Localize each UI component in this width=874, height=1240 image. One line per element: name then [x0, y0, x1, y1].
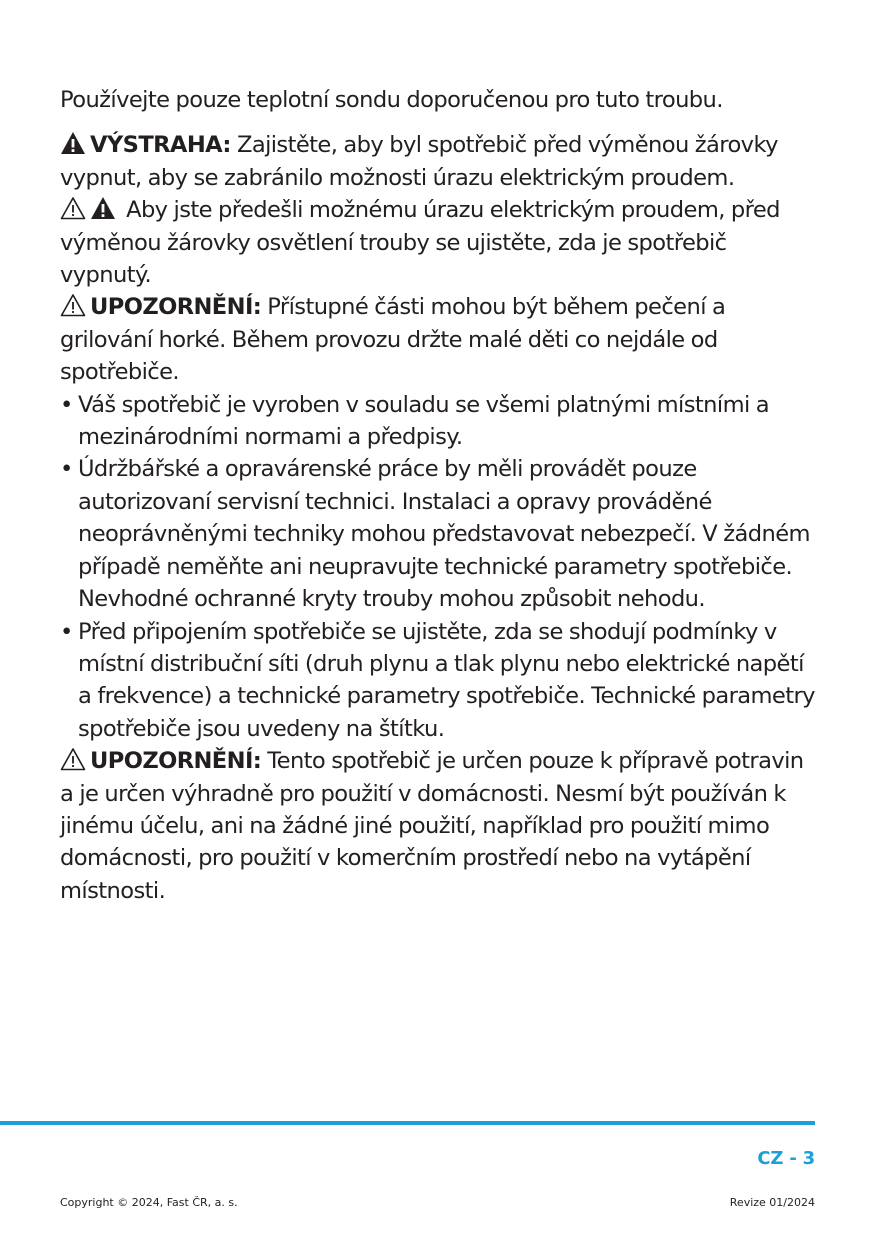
bullet-list	[60, 389, 820, 745]
caution-block-household-use	[60, 745, 820, 907]
warning-outline-icon	[60, 747, 86, 771]
document-body	[60, 84, 820, 907]
caution-text: Přístupné části mohou být během pečení a grilování horké. Během provozu držte malé děti co nejdále od spotřebiče.	[60, 294, 726, 386]
footer-divider	[0, 1121, 815, 1125]
caution-text: Tento spotřebič je určen pouze k přípravě potravin a je určen výhradně pro použití v domácnosti. Nesmí být používán k jinému účelu, ani na žádné jiné použití, například pro použití mimo domácnosti, pro použití v komerčním prostředí nebo na vytápění místnosti.	[60, 748, 804, 904]
warning-block	[60, 129, 820, 194]
caution-label: UPOZORNĚNÍ:	[90, 748, 262, 775]
list-item: • Před připojením spotřebiče se ujistěte, zda se shodují podmínky v místní distribuční síti (druh plynu a tlak plynu nebo elektrické napětí a frekvence) a technické parametry spotřebiče. Technické parametry spotřebiče jsou uvedeny na štítku.	[60, 616, 820, 746]
electric-warning-text: Aby jste předešli možnému úrazu elektrickým proudem, před výměnou žárovky osvětlení trouby se ujistěte, zda je spotřebič vypnutý.	[60, 197, 780, 289]
page-number: CZ - 3	[757, 1148, 815, 1169]
caution-label: UPOZORNĚNÍ:	[90, 294, 262, 321]
warning-text: Zajistěte, aby byl spotřebič před výměnou žárovky vypnut, aby se zabránilo možnosti úrazu elektrickým proudem.	[60, 132, 778, 191]
warning-outline-icon	[60, 293, 86, 317]
warning-filled-icon	[60, 131, 86, 155]
revision-label: Revize 01/2024	[729, 1196, 815, 1209]
list-item: • Váš spotřebič je vyroben v souladu se všemi platnými místními a mezinárodními normami a předpisy.	[60, 389, 820, 454]
intro-paragraph: Používejte pouze teplotní sondu doporučenou pro tuto troubu.	[60, 87, 723, 113]
caution-block-hot-parts	[60, 291, 820, 388]
copyright-notice: Copyright © 2024, Fast ČR, a. s.	[60, 1196, 238, 1209]
list-item: • Údržbářské a opravárenské práce by měli provádět pouze autorizovaní servisní technici. Instalaci a opravy prováděné neoprávněnými techniky mohou představovat nebezpečí. V žádném případě neměňte ani neupravujte technické parametry spotřebiče. Nevhodné ochranné kryty trouby mohou způsobit nehodu.	[60, 453, 820, 615]
warning-label: VÝSTRAHA:	[90, 132, 231, 159]
warning-outline-icon	[60, 196, 86, 220]
warning-filled-icon	[90, 196, 116, 220]
electric-warning-block	[60, 194, 820, 291]
